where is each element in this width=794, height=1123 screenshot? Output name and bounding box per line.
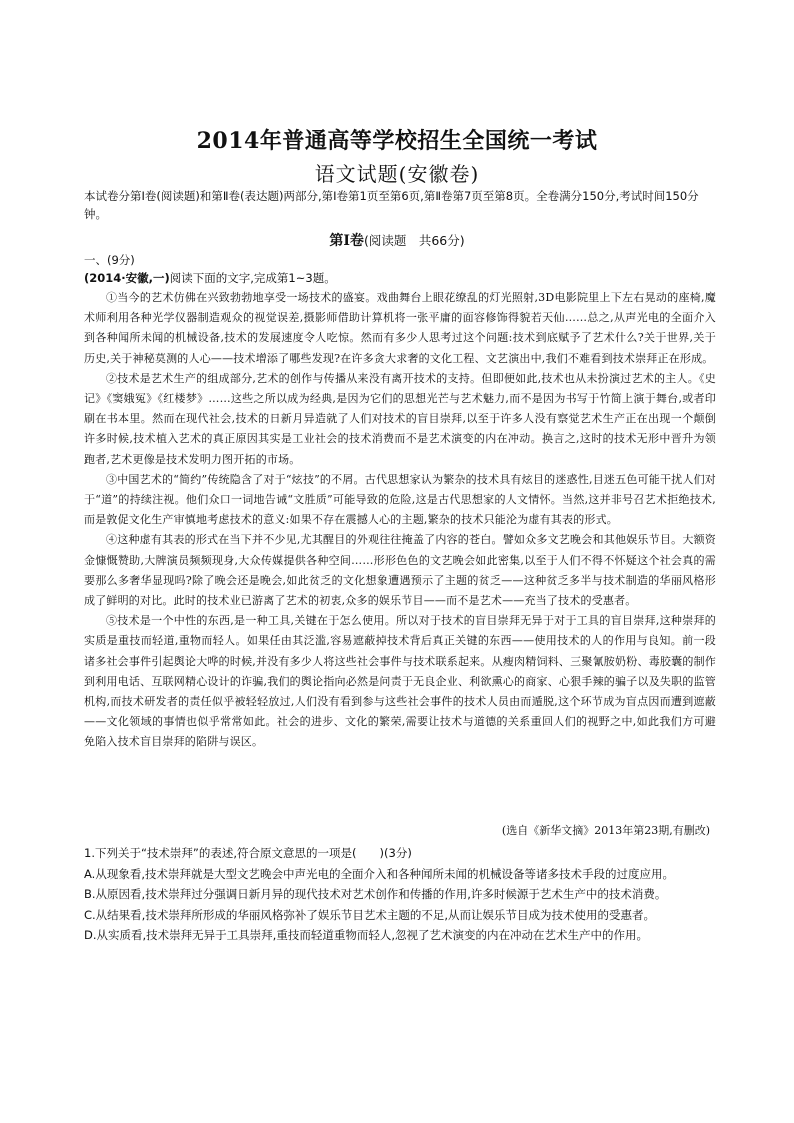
option-b: B.从原因看,技术崇拜过分强调日新月异的现代技术对艺术创作和传播的作用,许多时候源于艺术生产中的技术消费。 [84,887,667,901]
passage-paragraph: ④这种虚有其表的形式在当下并不少见,尤其醒目的外观往往掩盖了内容的苍白。譬如众多文艺晚会和其他娱乐节目。大额资金慷慨赞助,大牌演员频频现身,大众传媒提供各种空间……形形色色的文艺晚会如此密集,以至于人们不得不怀疑这个社会真的需要那么多奢华显现吗?除了晚会还是晚会,如此贫乏的文化想象遭遇预示了主题的贫乏——这种贫乏多半与技术制造的华丽风格形成了鲜明的对比。此时的技术业已游离了艺术的初衷,众多的娱乐节目——而不是艺术——充当了技术的受惠者。 [84,533,716,608]
instruction-tag: (2014·安徽,一) [84,271,170,285]
option-a: A.从现象看,技术崇拜就是大型文艺晚会中声光电的全面介入和各种闻所未闻的机械设备等诸多技术手段的过度应用。 [84,866,674,881]
question-1 [84,843,716,946]
part-label: 第Ⅰ卷 [329,233,364,249]
passage-paragraph: ③中国艺术的“简约”传统隐含了对于“炫技”的不屑。古代思想家认为繁杂的技术具有炫目的迷惑性,目迷五色可能干扰人们对于“道”的持续注视。他们众口一词地告诫“文胜质”可能导致的危险,这是古代思想家的人文情怀。当然,这并非号召艺术拒绝技术,而是敦促文化生产审慎地考虑技术的意义:如果不存在震撼人心的主题,繁杂的技术只能沦为虚有其表的形式。 [84,472,716,527]
passage-source: (选自《新华文摘》2013年第23期,有删改) [501,824,710,837]
instruction-text: 阅读下面的文字,完成第1~3题。 [169,271,336,285]
part-heading [0,230,794,250]
reading-passage [84,288,716,753]
option-c: C.从结果看,技术崇拜所形成的华丽风格弥补了娱乐节目艺术主题的不足,从而让娱乐节目成为技术使用的受惠者。 [84,907,655,922]
option-d: D.从实质看,技术崇拜无异于工具崇拜,重技而轻道重物而轻人,忽视了艺术演变的内在冲动在艺术生产中的作用。 [84,928,648,942]
exam-subtitle: 语文试题(安徽卷) [314,162,480,186]
section-instruction [84,270,336,286]
passage-paragraph: ⑤技术是一个中性的东西,是一种工具,关键在于怎么使用。所以对于技术的盲目崇拜无异于对于工具的盲目崇拜,这种崇拜的实质是重技而轻道,重物而轻人。如果任由其泛滥,容易遮蔽掉技术背后真正关键的东西——使用技术的人的作用与良知。前一段诸多社会事件引起舆论大哗的时候,并没有多少人将这些社会事件与技术联系起来。从瘦肉精饲料、三聚氰胺奶粉、毒胶囊的制作到利用电话、互联网精心设计的诈骗,我们的舆论指向必然是问责于无良企业、利欲熏心的商家、心狠手辣的骗子以及失职的监管机构,而技术研发者的责任似乎被轻轻放过,人们没有看到参与这些社会事件的技术人员由而遁脱,这个环节成为盲点因而遭到遮蔽——文化领域的事情也似乎常常如此。社会的进步、文化的繁荣,需要让技术与道德的关系重回人们的视野之中,如此我们方可避免陷入技术盲目崇拜的陷阱与误区。 [84,614,716,749]
section-heading: 一、(9分) [84,253,135,267]
exam-intro: 本试卷分第Ⅰ卷(阅读题)和第Ⅱ卷(表达题)两部分,第Ⅰ卷第1页至第6页,第Ⅱ卷第7页至第8页。全卷满分150分,考试时间150分钟。 [84,189,699,221]
passage-paragraph: ②技术是艺术生产的组成部分,艺术的创作与传播从来没有离开技术的支持。但即便如此,技术也从未扮演过艺术的主人。《史记》《窦娥冤》《红楼梦》……这些之所以成为经典,是因为它们的思想光芒与艺术魅力,而不是因为书写于竹简上演于舞台,或者印刷在书本里。然而在现代社会,技术的日新月异造就了人们对技术的盲目崇拜,以至于许多人没有察觉艺术生产正在出现一个颠倒许多时候,技术植入艺术的真正原因其实是工业社会的技术消费而不是艺术演变的内在冲动。换言之,这时的技术无形中晋升为领跑者,艺术更像是技术发明力图开拓的市场。 [84,371,716,466]
part-title: (阅读题 共66分) [363,233,465,248]
question-stem: 1.下列关于“技术崇拜”的表述,符合原文意思的一项是( )(3分) [84,846,412,860]
exam-title: 2014年普通高等学校招生全国统一考试 [196,128,598,154]
passage-paragraph: ①当今的艺术仿佛在兴致勃勃地享受一场技术的盛宴。戏曲舞台上眼花缭乱的灯光照射,3D电影院里上下左右晃动的座椅,魔术师利用各种光学仪器制造观众的视觉误差,摄影师借助计算机将一张平庸的面容修饰得貌若天仙……总之,从声光电的全面介入到各种闻所未闻的机械设备,技术的发展速度令人吃惊。然而有多少人思考过这个问题:技术到底赋予了艺术什么?关于世界,关于历史,关于神秘莫测的人心——技术增添了哪些发现?在许多贪大求奢的文化工程、文艺演出中,我们不难看到技术崇拜正在形成。 [84,291,716,365]
